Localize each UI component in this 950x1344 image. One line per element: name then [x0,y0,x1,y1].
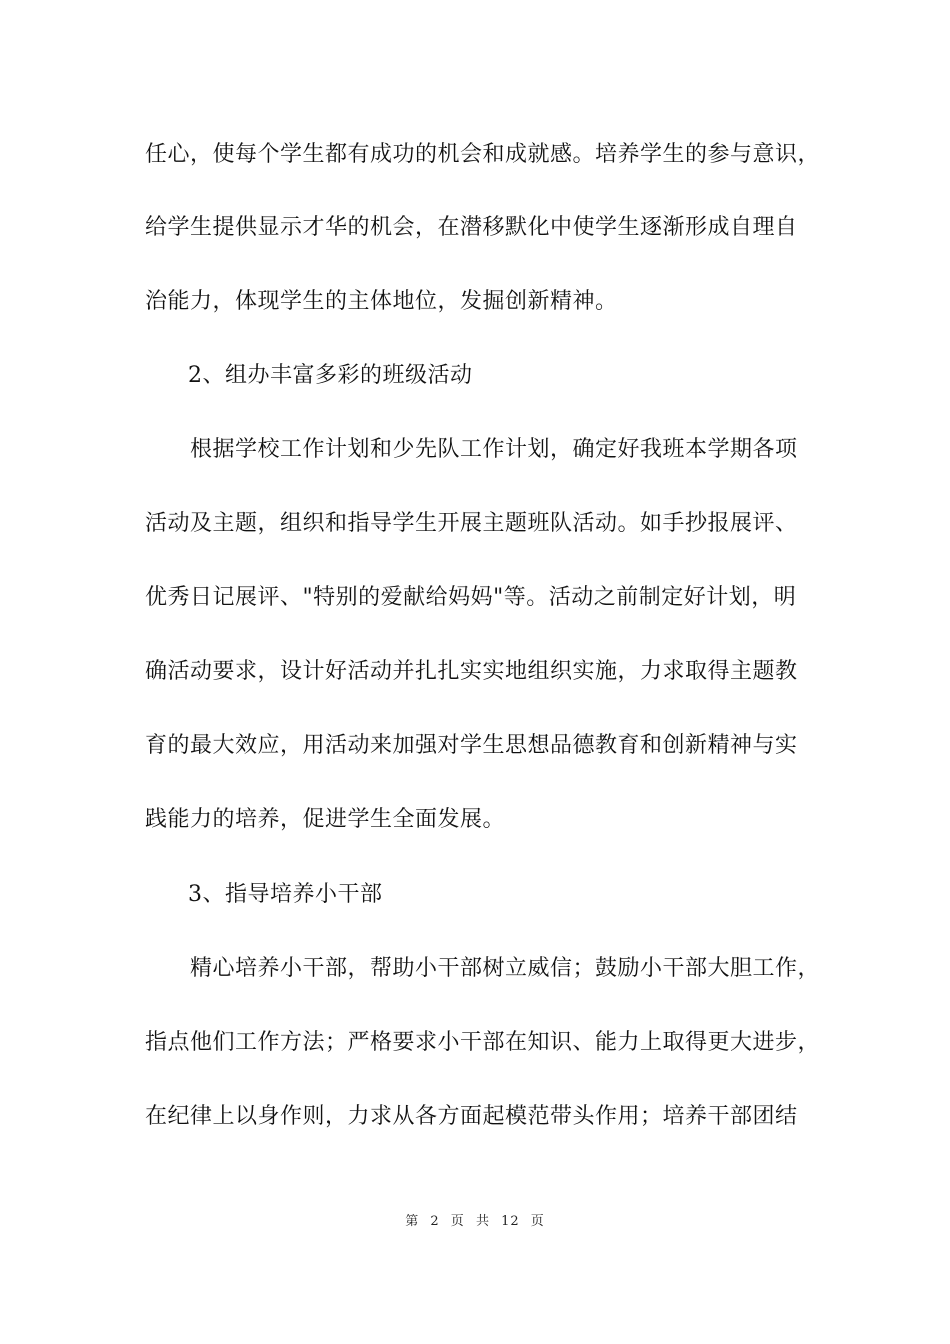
footer-total-unit: 页 [530,1214,545,1229]
body-text-line: 优秀日记展评、"特别的爱献给妈妈"等。活动之前制定好计划，明 [145,585,797,610]
footer-page-unit: 页 [450,1214,465,1229]
page-footer [0,1210,950,1229]
footer-current-page: 2 [430,1214,440,1229]
body-text-line: 精心培养小干部，帮助小干部树立威信；鼓励小干部大胆工作， [190,956,821,981]
body-text-line: 践能力的培养，促进学生全面发展。 [145,807,506,832]
body-text-line: 给学生提供显示才华的机会，在潜移默化中使学生逐渐形成自理自 [145,215,798,240]
body-text-line: 根据学校工作计划和少先队工作计划，确定好我班本学期各项 [190,437,798,462]
footer-total-label: 共 [475,1214,490,1229]
body-text-line: 指点他们工作方法；严格要求小干部在知识、能力上取得更大进步， [145,1030,821,1055]
body-text-line: 育的最大效应，用活动来加强对学生思想品德教育和创新精神与实 [145,733,798,758]
body-text-line: 任心，使每个学生都有成功的机会和成就感。培养学生的参与意识， [145,142,821,167]
body-text-line: 确活动要求，设计好活动并扎扎实实地组织实施，力求取得主题教 [145,659,798,684]
body-text-line: 治能力，体现学生的主体地位，发掘创新精神。 [145,289,618,314]
footer-total-pages: 12 [501,1214,520,1229]
section-heading: 2、组办丰富多彩的班级活动 [188,363,473,388]
section-heading: 3、指导培养小干部 [188,882,383,907]
body-text-line: 在纪律上以身作则，力求从各方面起模范带头作用；培养干部团结 [145,1104,798,1129]
footer-page-label: 第 [405,1214,420,1229]
body-text-line: 活动及主题，组织和指导学生开展主题班队活动。如手抄报展评、 [145,511,798,536]
